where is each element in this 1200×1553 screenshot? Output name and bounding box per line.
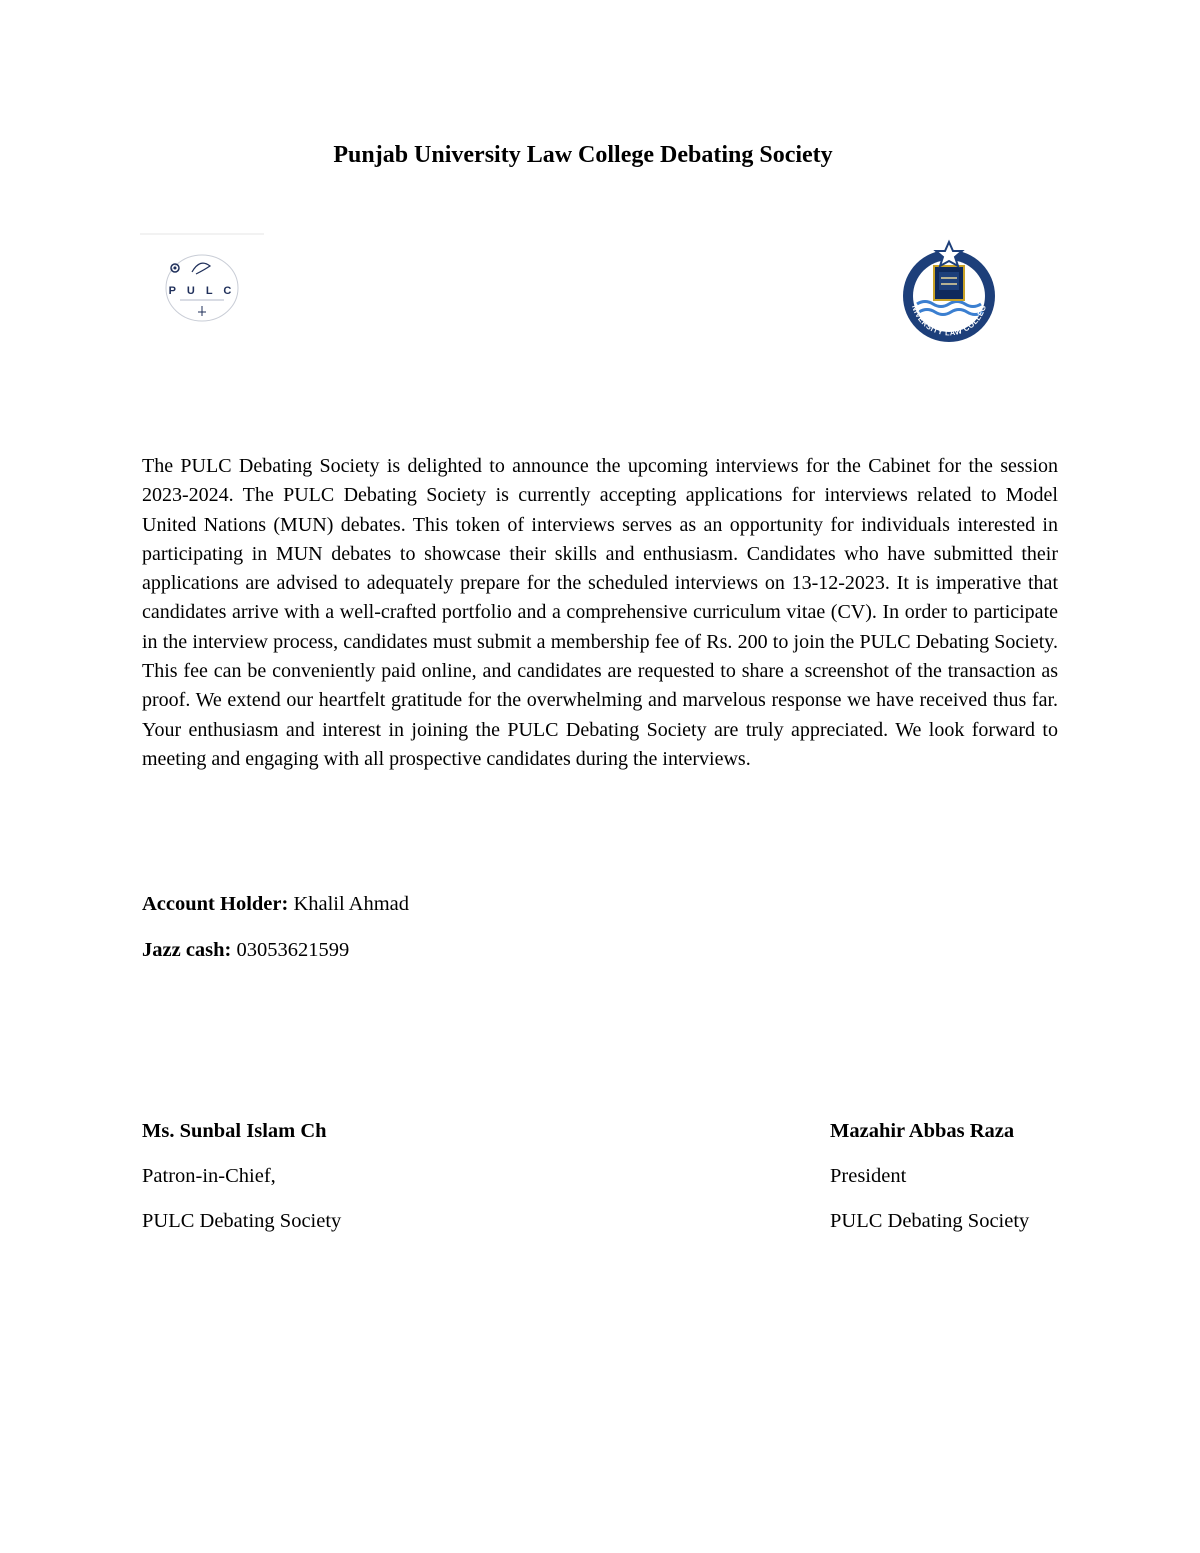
- account-holder-label: Account Holder:: [142, 893, 289, 915]
- signatory-right-org: PULC Debating Society: [830, 1210, 1030, 1232]
- jazz-cash-label: Jazz cash:: [142, 939, 232, 961]
- pulc-debating-society-logo-icon: [140, 232, 265, 332]
- jazz-cash-line: [142, 939, 349, 962]
- account-holder-value: Khalil Ahmad: [293, 893, 410, 915]
- announcement-body: The PULC Debating Society is delighted to announce the upcoming interviews for the Cabinet for the session 2023-2024. The PULC Debating Society is currently accepting applications for interviews related to Model United Nations (MUN) debates. This token of interviews serves as an opportunity for individuals interested in participating in MUN debates to showcase their skills and enthusiasm. Candidates who have submitted their applications are advised to adequately prepare for the scheduled interviews on 13-12-2023. It is imperative that candidates arrive with a well-crafted portfolio and a comprehensive curriculum vitae (CV). In order to participate in the interview process, candidates must submit a membership fee of Rs. 200 to join the PULC Debating Society. This fee can be conveniently paid online, and candidates are requested to share a screenshot of the transaction as proof. We extend our heartfelt gratitude for the overwhelming and marvelous response we have received thus far. Your enthusiasm and interest in joining the PULC Debating Society are truly appreciated. We look forward to meeting and engaging with all prospective candidates during the interviews.: [142, 455, 1058, 770]
- jazz-cash-value: 03053621599: [236, 939, 350, 961]
- university-law-college-crest: [890, 238, 1005, 348]
- account-holder-line: [142, 893, 409, 916]
- page-title: Punjab University Law College Debating Society: [333, 142, 833, 168]
- signatory-right-role: President: [830, 1165, 907, 1187]
- pulc-debating-society-logo: [140, 232, 265, 332]
- crest-text: NIVERSITY LAW COLLEG: [910, 303, 989, 338]
- signatory-left-name: Ms. Sunbal Islam Ch: [142, 1120, 327, 1142]
- signatory-right-name: Mazahir Abbas Raza: [830, 1120, 1015, 1142]
- signatory-left-role: Patron-in-Chief,: [142, 1165, 276, 1187]
- signatory-right: [830, 1119, 1029, 1254]
- logo-left-text: P U L C: [168, 285, 236, 297]
- university-law-college-crest-icon: [890, 238, 1005, 348]
- signatory-left-org: PULC Debating Society: [142, 1210, 342, 1232]
- signatory-left: [142, 1119, 341, 1254]
